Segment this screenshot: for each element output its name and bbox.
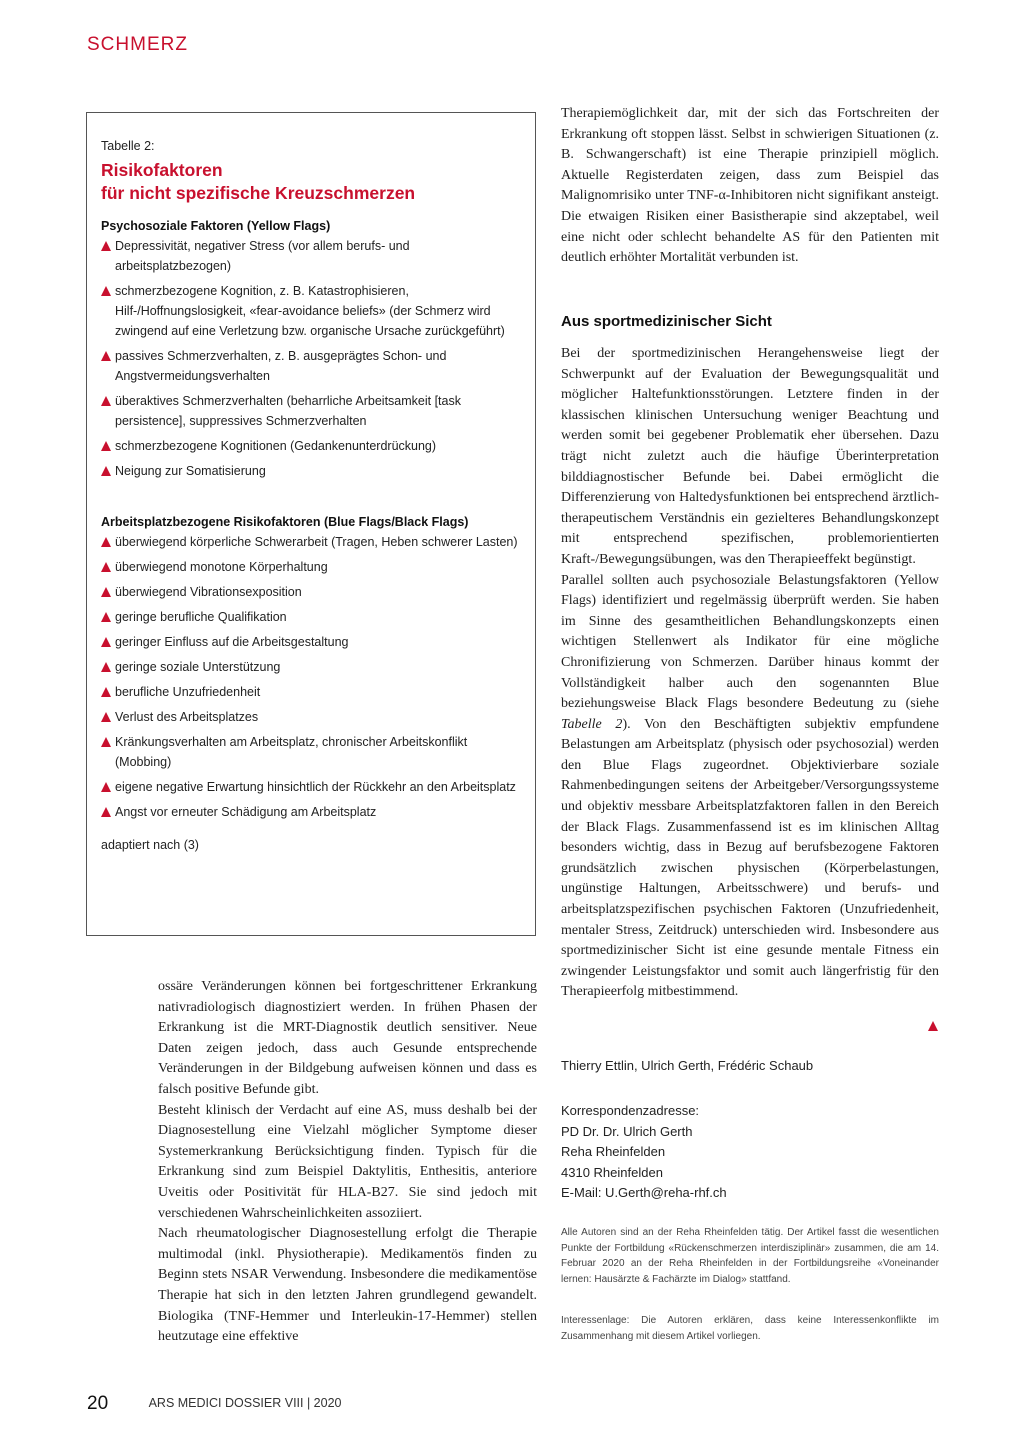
blue-black-flags-list <box>101 532 521 822</box>
list-item: überwiegend körperliche Schwerarbeit (Tragen, Heben schwerer Lasten) <box>101 532 521 552</box>
triangle-bullet-icon <box>101 687 111 697</box>
correspondence-email: E-Mail: U.Gerth@reha-rhf.ch <box>561 1185 727 1200</box>
triangle-bullet-icon <box>101 562 111 572</box>
list-item: Kränkungsverhalten am Arbeitsplatz, chronischer Arbeitskonflikt (Mobbing) <box>101 732 521 772</box>
correspondence-line: Reha Rheinfelden <box>561 1144 666 1159</box>
correspondence-line: 4310 Rheinfelden <box>561 1164 663 1180</box>
triangle-bullet-icon <box>101 612 111 622</box>
table-reference: Tabelle 2 <box>561 716 623 732</box>
yellow-flags-list <box>101 236 521 481</box>
table-title-line-1: Risikofaktoren <box>101 160 223 180</box>
table-source-note: adaptiert nach (3) <box>101 838 199 852</box>
table-title-line-2: für nicht spezifische Kreuzschmerzen <box>101 183 416 203</box>
list-item: berufliche Unzufriedenheit <box>101 682 521 702</box>
triangle-bullet-icon <box>101 241 111 251</box>
body-paragraph: Nach rheumatologischer Diagnosestellung erfolgt die Therapie multimodal (inkl. Physiotherapie). Medikamentös finden zu Beginn stets NSAR Verwendung. Insbesondere die medikamentöse Therapie hat sich in den letzten Jahren grundlegend gewandelt. Biologika (TNF-Hemmer und Interleukin-17-Hemmer) stellen heutzutage eine effektive <box>158 1226 537 1345</box>
end-of-article-triangle-icon <box>928 1021 938 1031</box>
list-item: Verlust des Arbeitsplatzes <box>101 707 521 727</box>
body-paragraph: Besteht klinisch der Verdacht auf eine AS, muss deshalb bei der Diagnosestellung eine Vielzahl möglicher Symptome dieser Systemerkrankung Berücksichtigung finden. Typisch für die Erkrankung sind zum Beispiel Daktylitis, Enthesitis, anteriore Uveitis oder Positivität für HLA-B27. Sie sind jedoch mit verschiedenen Wahrscheinlichkeiten assoziiert. <box>158 1102 537 1221</box>
list-item: überwiegend Vibrationsexposition <box>101 582 521 602</box>
page-footer <box>87 1393 341 1415</box>
conflict-of-interest-note: Interessenlage: Die Autoren erklären, dass keine Interessenkonflikte im Zusammenhang mit diesem Artikel vorliegen. <box>561 1315 939 1342</box>
list-item: geringe berufliche Qualifikation <box>101 607 521 627</box>
blue-black-flags-heading: Arbeitsplatzbezogene Risikofaktoren (Blue Flags/Black Flags) <box>101 515 469 529</box>
journal-name: ARS MEDICI DOSSIER VIII | 2020 <box>148 1396 342 1410</box>
triangle-bullet-icon <box>101 637 111 647</box>
table-label: Tabelle 2: <box>101 139 155 153</box>
correspondence-line: PD Dr. Dr. Ulrich Gerth <box>561 1123 693 1139</box>
list-item: Neigung zur Somatisierung <box>101 461 521 481</box>
triangle-bullet-icon <box>101 782 111 792</box>
triangle-bullet-icon <box>101 351 111 361</box>
list-item: geringe soziale Unterstützung <box>101 657 521 677</box>
triangle-bullet-icon <box>101 537 111 547</box>
triangle-bullet-icon <box>101 712 111 722</box>
body-paragraph: ossäre Veränderungen können bei fortgeschrittener Erkrankung nativradiologisch diagnostiziert werden. In frühen Phasen der Erkrankung ist die MRT-Diagnostik deutlich sensitiver. Neue Daten zeigen jedoch, dass auch Gesunde entsprechende Veränderungen in der Bildgebung aufweisen können und dass es falsch positive Befunde gibt. <box>158 979 537 1097</box>
author-note: Alle Autoren sind an der Reha Rheinfelden tätig. Der Artikel fasst die wesentlichen Punkte der Fortbildung «Rückenschmerzen interdisziplinär» zusammen, die am 14. Februar 2020 an der Reha Rheinfelden in der Fortbildungsreihe «Voneinander lernen: Hausärzte & Fachärzte im Dialog» stattfand. <box>561 1227 939 1285</box>
right-column-text-top <box>561 104 939 269</box>
body-paragraph: Therapiemöglichkeit dar, mit der sich das Fortschreiten der Erkrankung oft stoppen lässt. Selbst in schwierigen Situationen (z. B. Schwangerschaft) ist eine Therapie prinzipiell möglich. Aktuelle Registerdaten zeigen, dass zum Beispiel das Malignomrisiko unter TNF-α-Inhibitoren nicht signifikant ansteigt. Die etwaigen Risiken einer Basistherapie sind akzeptabel, weil eine nicht oder schlecht behandelte AS für den Patienten mit deutlich erhöhter Mortalität verbunden ist. <box>561 106 939 266</box>
list-item: überwiegend monotone Körperhaltung <box>101 557 521 577</box>
left-column-text <box>158 977 537 1348</box>
triangle-bullet-icon <box>101 286 111 296</box>
correspondence-label: Korrespondenzadresse: <box>561 1103 700 1118</box>
list-item: passives Schmerzverhalten, z. B. ausgeprägtes Schon- und Angstvermeidungsverhalten <box>101 346 521 386</box>
list-item: überaktives Schmerzverhalten (beharrliche Arbeitsamkeit [task persistence], suppressives Schmerzverhalten <box>101 391 521 431</box>
list-item: geringer Einfluss auf die Arbeitsgestaltung <box>101 632 521 652</box>
body-paragraph: Bei der sportmedizinischen Herangehensweise liegt der Schwerpunkt auf der Evaluation der Bewegungsqualität und möglicher Haltefunktionsstörungen. Letztere finden in der klassischen klinischen Untersuchung weniger Beachtung und werden somit bei gegebener Problematik eher übersehen. Dazu trägt nicht zuletzt auch die häufige Überinterpretation bilddiagnostischer Befunde bei. Dabei ermöglicht die Differenzierung von Haltedysfunktionen bei entsprechend ärztlich-therapeutischem Verständnis ein gezielteres Behandlungskonzept mit entsprechend spezifischen, problemorientierten Kraft-/Bewegungsübungen, was den Therapieeffekt begünstigt. <box>561 346 939 567</box>
triangle-bullet-icon <box>101 587 111 597</box>
triangle-bullet-icon <box>101 737 111 747</box>
triangle-bullet-icon <box>101 466 111 476</box>
page-number: 20 <box>87 1393 109 1414</box>
section-header: SCHMERZ <box>87 34 188 55</box>
list-item: eigene negative Erwartung hinsichtlich der Rückkehr an den Arbeitsplatz <box>101 777 521 797</box>
list-item: schmerzbezogene Kognition, z. B. Katastrophisieren, Hilf-/Hoffnungslosigkeit, «fear-avoidance beliefs» (der Schmerz wird zwingend auf eine Verletzung bzw. organische Ursache zurückgeführt) <box>101 281 521 341</box>
authors: Thierry Ettlin, Ulrich Gerth, Frédéric Schaub <box>561 1058 814 1073</box>
body-paragraph: Parallel sollten auch psychosoziale Belastungsfaktoren (Yellow Flags) identifiziert und regelmässig überprüft werden. Sie haben im Sinne des gesamtheitlichen Behandlungskonzepts einen wichtigen Stellenwert als Indikator für eine mögliche Chronifizierung von Schmerzen. Darüber hinaus kommt der Vollständigkeit halber auch den sogenannten Blue beziehungsweise Black Flags besondere Bedeutung zu (siehe Tabelle 2). Von den Beschäftigten subjektiv empfundene Belastungen am Arbeitsplatz (physisch oder psychosozial) werden den Blue Flags zugeordnet. Objektivierbare soziale Rahmenbedingungen seitens der Arbeitgeber/Versorgungssysteme und objektiv messbare Arbeitsplatzfaktoren fallen in den Bereich der Black Flags. Zusammenfassend ist es im klinischen Alltag besonders wichtig, dass in Bezug auf berufsbezogene Faktoren grundsätzlich zwischen physischen (Körperbelastungen, ungünstige Haltungen, Arbeitsschwere) und berufs- und arbeitsplatzspezifischen psychischen Faktoren (Unzufriedenheit, mentaler Stress, Zeitdruck) unterschieden wird. Insbesondere aus sportmedizinischer Sicht ist eine gesunde mentale Fitness ein zwingender Leistungsfaktor und somit auch längerfristig für den Therapieerfolg mitbestimmend. <box>561 572 939 1000</box>
list-item: schmerzbezogene Kognitionen (Gedankenunterdrückung) <box>101 436 521 456</box>
risk-factors-table <box>86 112 536 936</box>
correspondence-block <box>561 1101 727 1204</box>
section-subheading: Aus sportmedizinischer Sicht <box>561 313 772 330</box>
right-column-text-bottom <box>561 344 939 1003</box>
yellow-flags-heading: Psychosoziale Faktoren (Yellow Flags) <box>101 219 331 233</box>
triangle-bullet-icon <box>101 662 111 672</box>
list-item: Depressivität, negativer Stress (vor allem berufs- und arbeitsplatzbezogen) <box>101 236 521 276</box>
triangle-bullet-icon <box>101 807 111 817</box>
triangle-bullet-icon <box>101 396 111 406</box>
list-item: Angst vor erneuter Schädigung am Arbeitsplatz <box>101 802 521 822</box>
triangle-bullet-icon <box>101 441 111 451</box>
